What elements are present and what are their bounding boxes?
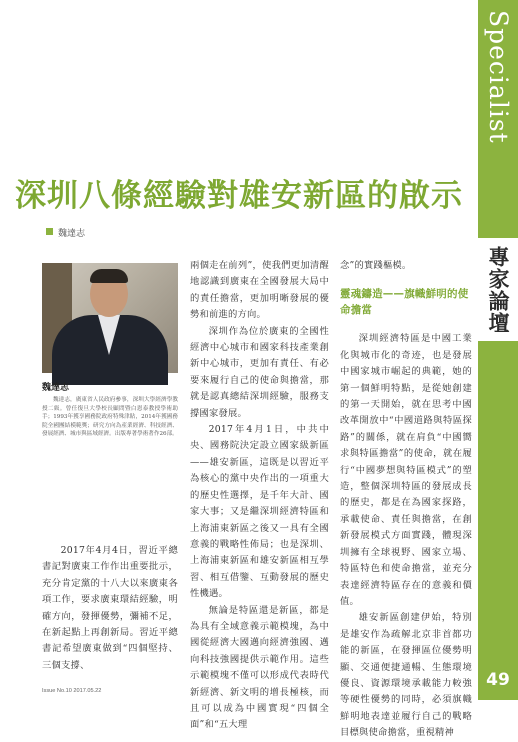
byline: 魏達志 (58, 229, 86, 239)
paragraph: 2017年4月1日，中共中央、國務院決定設立國家級新區——雄安新區，這既是以習近平為核心的黨中央作出的一項重大的歷史性選擇，是千年大計、國家大事；又是繼深圳經濟特區和上海浦東新區之後又一具有全國意義的戰略性佈局；也是深圳、上海浦東新區和雄安新區相互學習、相互借鑒、互動發展的歷史性機遇。 (190, 424, 329, 600)
paragraph: 無論是特區還是新區，都是為具有全域意義示範模塊，為中國從經濟大國邁向經濟強國、邁向科技強國提供示範作用。這些示範模塊不僅可以形成代表時代新經濟、新文明的增長極核，而且可以成為中國實現“四個全面”和“五大理 (190, 604, 329, 731)
body-column-2 (190, 258, 329, 734)
paragraph: 深圳作為位於廣東的全國性經濟中心城市和國家科技產業創新中心城市，更加有責任、有必要來履行自己的使命與擔當，那就是認真總結深圳經驗，服務支撐國家發展。 (190, 325, 329, 419)
body-column-1 (42, 543, 178, 674)
paragraph: 2017年4月4日，習近平總書記對廣東工作作出重要批示，充分肯定黨的十八大以來廣東各項工作，要求廣東環結經驗，明確方向，發揮優勢，彌補不足，在新起點上再創新局。習近平總書記希望廣東做到“四個堅持、三個支撐、 (42, 545, 178, 671)
paragraph: 雄安新區創建伊始，特別是雄安作為疏解北京非首都功能的新區，在發揮區位優勢明顯、交通便捷通暢、生態環境優良、資源環境承載能力較強等硬性優勢的同時，必須旗幟鮮明地表達並履行自己的戰略目標與使命擔當，重視精神 (340, 612, 472, 739)
paragraph: 兩個走在前列”，使我們更加清醒地認識到廣東在全國發展大局中的責任擔當，更加明晰發展的優勢和前進的方向。 (190, 260, 329, 321)
author-photo (42, 263, 178, 373)
page-number: 49 (486, 670, 510, 690)
paragraph: 念”的實踐樞模。 (340, 260, 412, 271)
sidebar-banner (452, 0, 518, 238)
byline-marker (46, 228, 53, 235)
page-number-box (478, 666, 518, 700)
paragraph: 深圳經濟特區是中國工業化與城市化的奇迹，也是發展中國家城市崛起的典範，她的第一個鮮明特點，是從她創建的第一天開始，就在思考中國改革開放中“中國道路與特區探路”的關係，就在肩負“中國嚮求與特區擔當”的使命，就在履行“中國夢想與特區模式”的塑造，整個深圳特區的發展成長的歷史，都是在為國家探路，承載使命、責任與擔當，在創新發展模式方面實踐，體現深圳擁有全球視野、國家立場、特區特色和使命擔當，並充分表達經濟特區存在的意義和價值。 (340, 333, 472, 607)
article-title: 深圳八條經驗對雄安新區的啟示 (15, 178, 463, 214)
author-name: 魏達志 (42, 383, 70, 393)
sidebar-strip (478, 341, 518, 666)
author-bio: 魏達志，廣東省人民政府參事，深圳大學經濟學教授二級。曾任復旦大學校長顧問暨白恩泰教授學術助手；1993年獲享國務院政府特殊津貼，2014年獲國務院全國團結模範獎；研究方向為產業經濟、科技經濟、發展經濟、城市與區域經濟。出版專著學術著作26部。 (42, 397, 178, 438)
sidebar-category (478, 238, 518, 341)
photo-hair (90, 269, 128, 283)
body-column-3 (340, 258, 472, 742)
section-subheading: 靈魂鑄造——旗幟鮮明的使命擔當 (340, 288, 469, 317)
section-banner-text: Specialist Forum (452, 10, 513, 144)
category-label: 專家論壇 (486, 246, 510, 334)
issue-footer: Issue No.10 2017.05.22 (42, 688, 102, 694)
